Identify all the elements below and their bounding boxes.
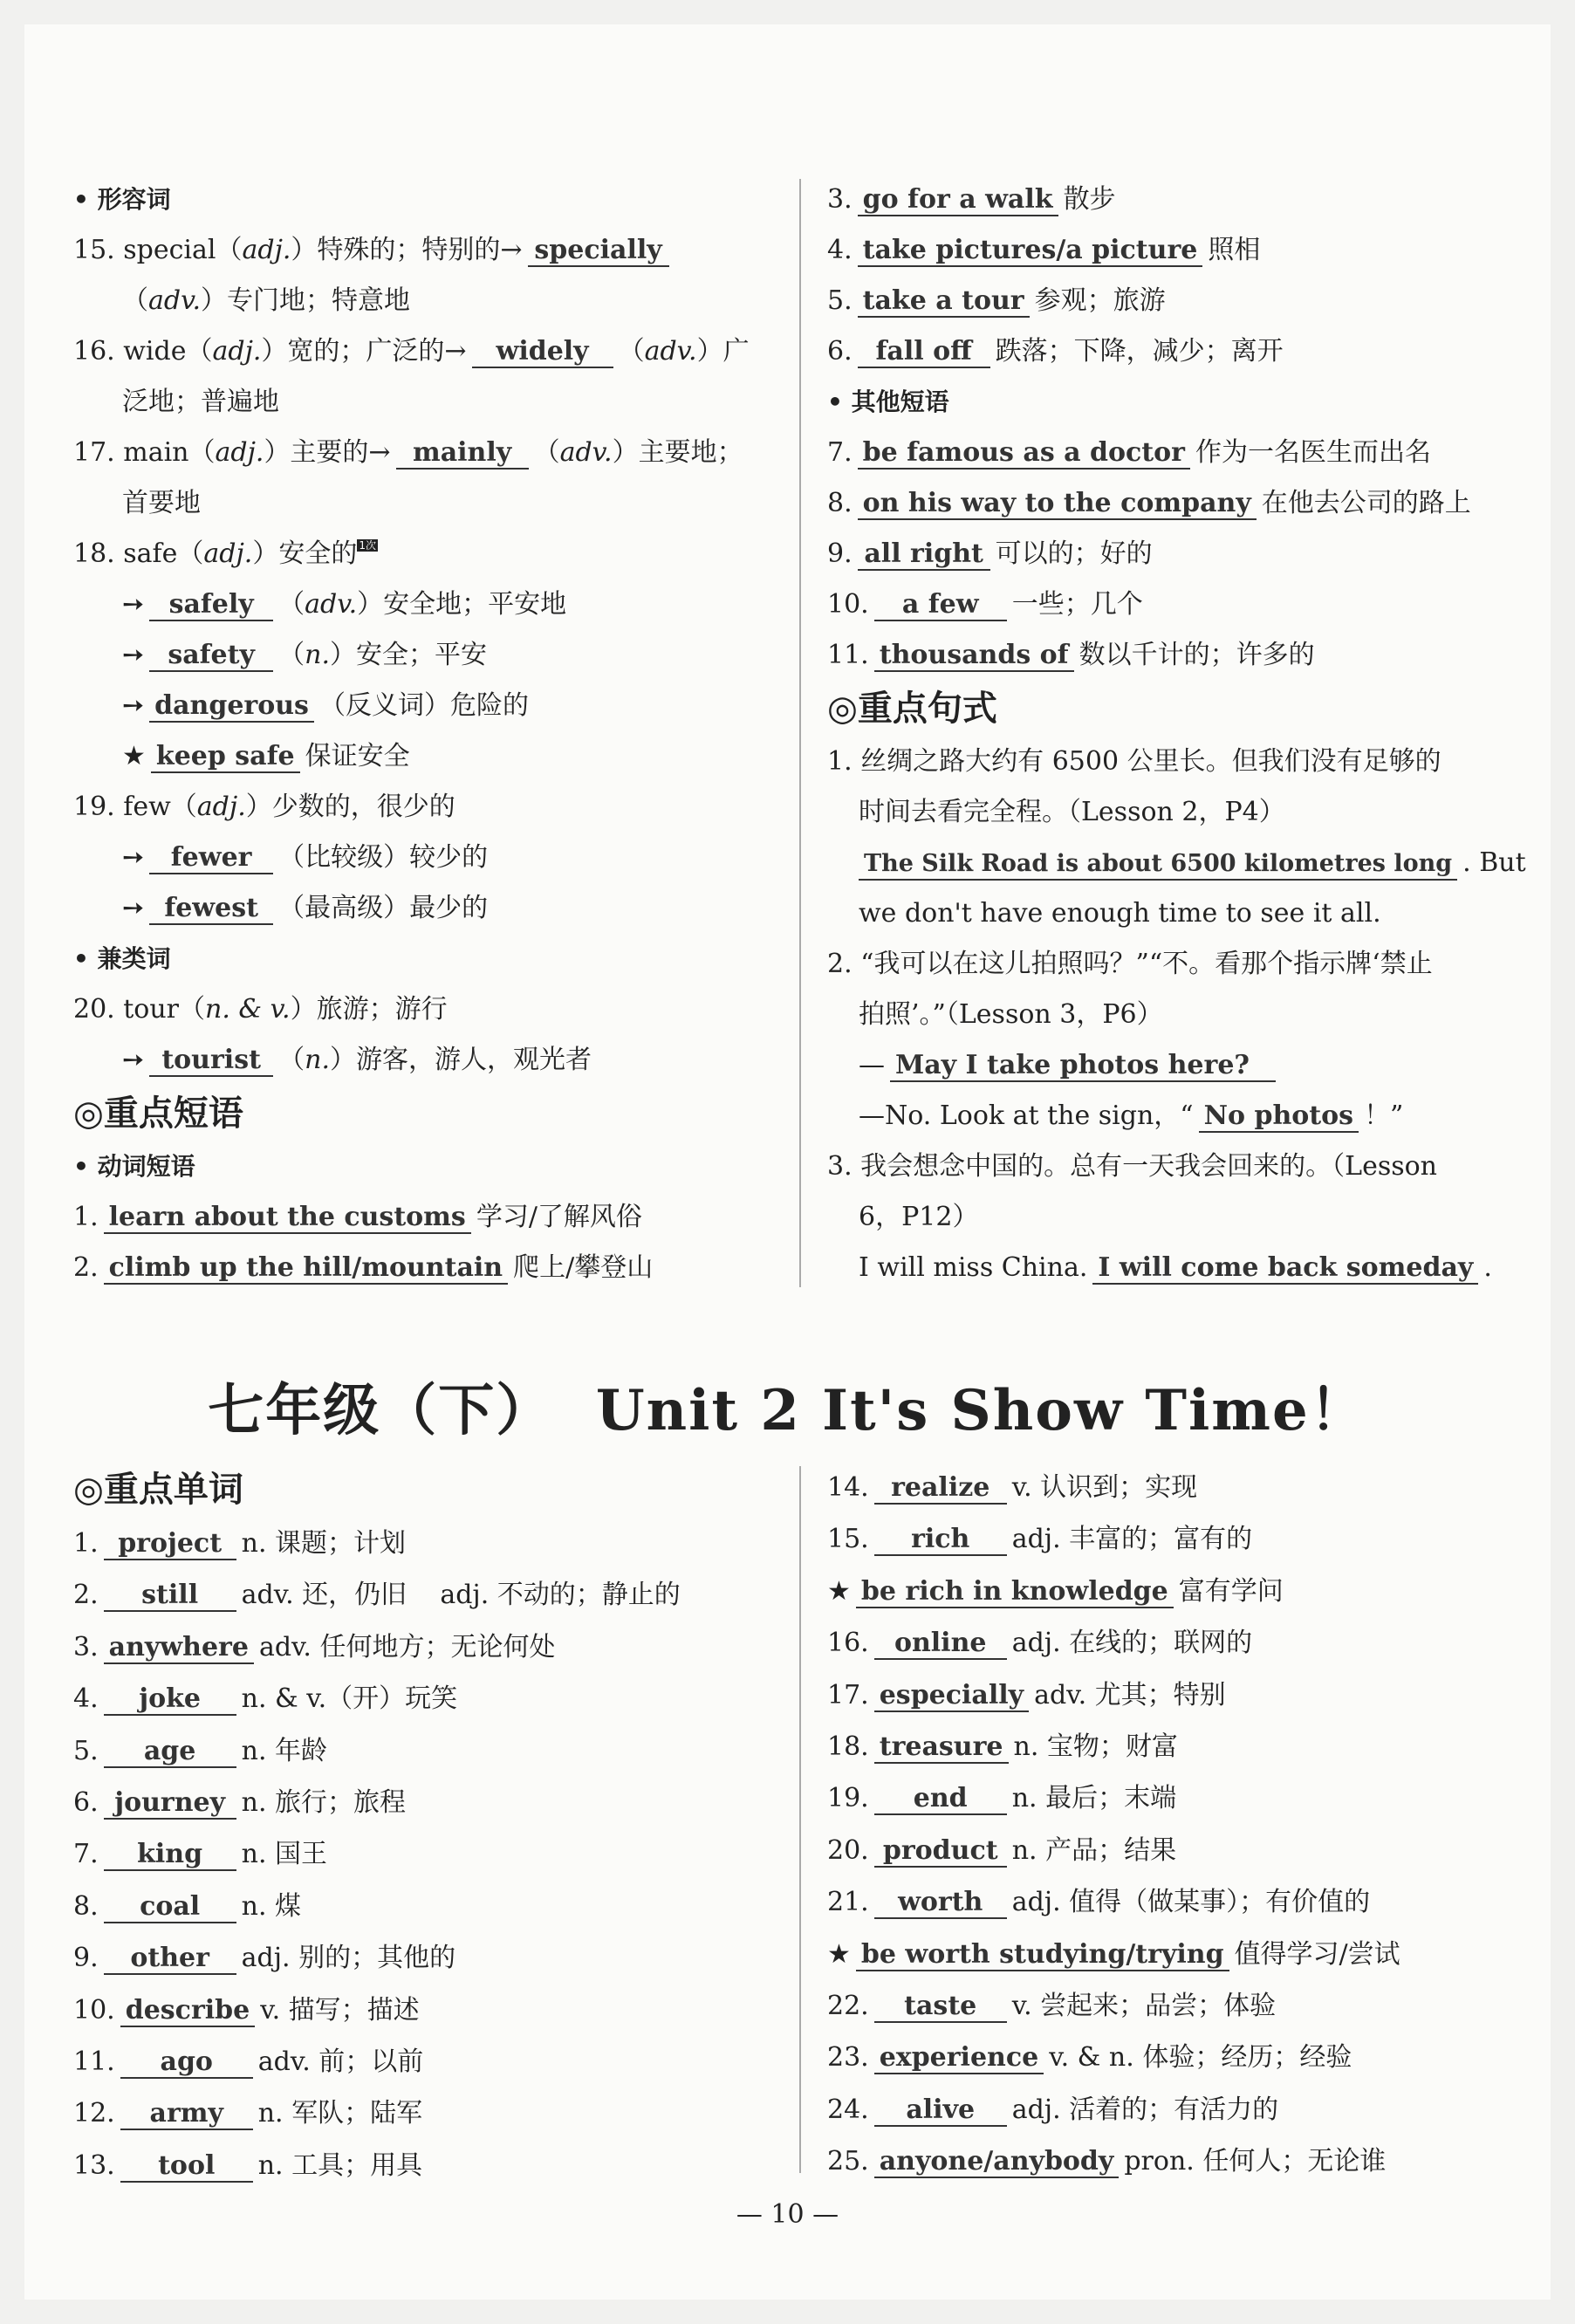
phrase-11: 11. thousands of 数以千计的；许多的 <box>827 640 1315 670</box>
item-18-4: ★ keep safe 保证安全 <box>122 741 410 771</box>
item-15-cont: （adv.）专门地；特意地 <box>122 285 411 316</box>
item-18-1: ➙ safely （adv.）安全地；平安地 <box>122 589 567 620</box>
answer: specially <box>528 236 669 267</box>
answer: The Silk Road is about 6500 kilometres long <box>859 849 1457 881</box>
answer: take pictures/a picture <box>858 236 1203 267</box>
answer: army <box>120 2099 253 2130</box>
definition: v. & n. 体验；经历；经验 <box>1049 2042 1352 2074</box>
answer: fewer <box>149 843 273 874</box>
item-15: 15. special（adj.）特殊的；特别的→ specially <box>73 225 771 276</box>
sentence-1-answer-line: The Silk Road is about 6500 kilometres long . But <box>827 838 1525 888</box>
definition: adj. 丰富的；富有的 <box>1011 1524 1253 1555</box>
answer: online <box>874 1628 1007 1660</box>
answer: still <box>104 1580 236 1612</box>
phrase-3: 3. go for a walk 散步 <box>827 184 1116 215</box>
item-17-cont: 首要地 <box>122 488 201 518</box>
bottom-right-column <box>827 1462 1525 2187</box>
item-number: 14. <box>827 1472 869 1503</box>
definition: adj. 活着的；有活力的 <box>1011 2094 1279 2125</box>
vocab-row <box>827 1876 1525 1928</box>
item-number: 1. <box>73 1528 99 1559</box>
item-number: 20. <box>827 1834 869 1866</box>
vocab-row <box>73 1985 771 2036</box>
vocab-row <box>73 1518 771 1569</box>
definition: adj. 别的；其他的 <box>241 1943 456 1974</box>
sentence-3: 3. 我会想念中国的。总有一天我会回来的。（Lesson <box>827 1151 1438 1182</box>
vocab-row <box>827 2084 1525 2135</box>
item-19-1: ➙ fewer （比较级）较少的 <box>122 842 489 873</box>
definition: n. 产品；结果 <box>1011 1834 1177 1866</box>
vocab-row <box>73 1777 771 1828</box>
phrase-6: 6. fall off 跌落；下降，减少；离开 <box>827 336 1284 367</box>
item-number: 3. <box>73 1631 99 1662</box>
vocab-row <box>827 1462 1525 1513</box>
answer: dangerous <box>149 691 314 723</box>
item-number: 5. <box>73 1735 99 1766</box>
vocab-row <box>827 1617 1525 1669</box>
definition: adv. 尤其；特别 <box>1034 1679 1226 1710</box>
item-number: 21. <box>827 1887 869 1918</box>
sentence-1-end: we don't have enough time to see it all. <box>859 898 1381 929</box>
answer: especially <box>874 1681 1029 1712</box>
answer: coal <box>104 1892 236 1923</box>
answer: mainly <box>396 438 529 470</box>
definition: 值得学习/尝试 <box>1234 1938 1400 1970</box>
definition: n. 国王 <box>241 1839 328 1870</box>
item-number: 15. <box>827 1524 869 1555</box>
phrase-7: 7. be famous as a doctor 作为一名医生而出名 <box>827 437 1431 468</box>
item-number: 16. <box>827 1628 869 1659</box>
definition: n. 课题；计划 <box>241 1528 407 1559</box>
vocab-row <box>827 2032 1525 2083</box>
item-20-1: ➙ tourist （n.）游客，游人，观光者 <box>122 1045 592 1075</box>
vocab-row <box>827 1929 1525 1980</box>
answer: be worth studying/trying <box>856 1940 1229 1971</box>
definition: v. 尝起来；品尝；体验 <box>1011 1990 1277 2021</box>
sentence-1: 1. 丝绸之路大约有 6500 公里长。但我们没有足够的 <box>827 746 1441 777</box>
item-16-cont: 泛地；普遍地 <box>122 387 279 417</box>
answer: No photos <box>1199 1101 1359 1133</box>
section-title: ◎重点句式 <box>827 689 997 729</box>
item-number: 4. <box>73 1683 99 1715</box>
definition: n. 工具；用具 <box>257 2149 423 2181</box>
vocab-row <box>73 1673 771 1724</box>
answer: be famous as a doctor <box>858 438 1190 470</box>
answer: alive <box>874 2095 1007 2127</box>
phrase-4: 4. take pictures/a picture 照相 <box>827 235 1261 265</box>
item-number: 24. <box>827 2094 869 2125</box>
answer: on his way to the company <box>858 489 1257 520</box>
answer: all right <box>858 539 990 571</box>
bottom-left-column <box>73 1462 771 2191</box>
answer: realize <box>874 1473 1007 1505</box>
answer: go for a walk <box>858 185 1058 216</box>
arrow-icon: ➙ <box>122 1045 145 1075</box>
answer: keep safe <box>151 742 300 773</box>
section-subheader: • 形容词 <box>73 185 171 214</box>
item-18: 18. safe（adj.）安全的 1次 <box>73 538 376 569</box>
section-subheader: • 动词短语 <box>73 1152 195 1181</box>
vocab-row <box>827 1772 1525 1824</box>
phrase-9: 9. all right 可以的；好的 <box>827 538 1153 569</box>
item-18-3: ➙ dangerous （反义词）危险的 <box>122 690 529 721</box>
arrow-icon: ➙ <box>122 640 145 670</box>
vocab-row <box>827 1980 1525 2032</box>
phrase-10: 10. a few 一些；几个 <box>827 589 1143 620</box>
answer: a few <box>874 590 1007 621</box>
answer: joke <box>104 1684 236 1716</box>
answer: tourist <box>149 1045 273 1077</box>
item-number: ★ <box>827 1575 851 1607</box>
top-right-column <box>827 175 1525 1293</box>
section-subheader: • 其他短语 <box>827 387 949 416</box>
answer: taste <box>874 1992 1007 2023</box>
vocab-row <box>73 2087 771 2139</box>
definition: 富有学问 <box>1178 1575 1284 1607</box>
definition: v. 认识到；实现 <box>1011 1472 1198 1503</box>
answer: safety <box>149 641 273 672</box>
definition: adj. 在线的；联网的 <box>1011 1628 1253 1659</box>
definition: adv. 前；以前 <box>257 2046 424 2077</box>
definition: n. 旅行；旅程 <box>241 1786 407 1818</box>
answer: experience <box>874 2043 1044 2074</box>
answer: fall off <box>858 337 990 368</box>
answer: ago <box>120 2047 253 2079</box>
item-number: 9. <box>73 1943 99 1974</box>
sentence-1-cont: 时间去看完全程。（Lesson 2，P4） <box>859 797 1285 827</box>
answer: rich <box>874 1525 1007 1556</box>
item-number: 19. <box>827 1783 869 1814</box>
item-20: 20. tour（n. & v.）旅游；游行 <box>73 994 448 1025</box>
answer: I will come back someday <box>1092 1253 1478 1285</box>
vocab-row <box>73 1828 771 1880</box>
phrase-1: 1. learn about the customs 学习/了解风俗 <box>73 1202 642 1232</box>
page-number: — 10 — <box>736 2199 839 2230</box>
item-number: ★ <box>827 1938 851 1970</box>
arrow-icon: ➙ <box>122 690 145 721</box>
answer: safely <box>149 590 273 621</box>
top-left-column <box>73 175 771 1293</box>
answer: learn about the customs <box>104 1203 471 1234</box>
answer: treasure <box>874 1732 1009 1764</box>
item-17: 17. main（adj.）主要的→ mainly （adv.）主要地； <box>73 437 743 468</box>
sentence-2: 2. “我可以在这儿拍照吗？”“不。看那个指示牌‘禁止 <box>827 949 1433 979</box>
answer: project <box>104 1529 236 1560</box>
item-number: 8. <box>73 1890 99 1922</box>
definition: n. 军队；陆军 <box>257 2098 423 2129</box>
vocab-row <box>73 1725 771 1777</box>
vocab-row <box>827 1566 1525 1617</box>
definition: n. 煤 <box>241 1890 302 1922</box>
answer: be rich in knowledge <box>856 1577 1174 1608</box>
sentence-2-cont: 拍照’。”（Lesson 3，P6） <box>859 999 1163 1030</box>
definition: v. 描写；描述 <box>260 1994 420 2026</box>
item-number: 18. <box>827 1731 869 1762</box>
arrow-icon: ➙ <box>122 893 145 923</box>
answer: describe <box>120 1996 256 2027</box>
definition: n. 最后；末端 <box>1011 1783 1177 1814</box>
answer: fewest <box>149 894 273 925</box>
vocab-row <box>73 1569 771 1621</box>
item-16: 16. wide（adj.）宽的；广泛的→ widely （adv.）广 <box>73 336 750 367</box>
definition: pron. 任何人；无论谁 <box>1124 2146 1387 2177</box>
sentence-2-answer-line: — May I take photos here? <box>827 1040 1525 1091</box>
section-title: ◎重点短语 <box>73 1093 243 1134</box>
phrase-5: 5. take a tour 参观；旅游 <box>827 285 1166 316</box>
item-number: 11. <box>73 2046 115 2077</box>
vocab-row <box>827 2135 1525 2187</box>
item-number: 2. <box>73 1580 99 1611</box>
vocab-row <box>827 1669 1525 1721</box>
section-subheader: • 兼类词 <box>73 944 171 973</box>
unit-title <box>0 1366 1575 1446</box>
answer: climb up the hill/mountain <box>104 1253 509 1285</box>
answer: journey <box>104 1788 236 1820</box>
definition: n. 宝物；财富 <box>1013 1731 1178 1762</box>
arrow-icon: ➙ <box>122 842 145 873</box>
unit-name: Unit 2 It's Show Time！ <box>595 1378 1367 1443</box>
answer: May I take photos here? <box>890 1051 1276 1082</box>
answer: anyone/anybody <box>874 2147 1120 2178</box>
definition: n. 年龄 <box>241 1735 328 1766</box>
phrase-8: 8. on his way to the company 在他去公司的路上 <box>827 488 1471 518</box>
answer: widely <box>472 337 613 368</box>
vocab-row <box>73 2036 771 2087</box>
definition: adv. 还，仍旧 adj. 不动的；静止的 <box>241 1580 681 1611</box>
item-number: 22. <box>827 1990 869 2021</box>
item-number: 12. <box>73 2098 115 2129</box>
answer: product <box>874 1836 1007 1868</box>
definition: adj. 值得（做某事）；有价值的 <box>1011 1887 1371 1918</box>
column-divider <box>799 179 801 1287</box>
item-19: 19. few（adj.）少数的，很少的 <box>73 792 455 822</box>
answer: anywhere <box>104 1633 254 1664</box>
vocab-row <box>827 1513 1525 1565</box>
item-number: 17. <box>827 1679 869 1710</box>
answer: worth <box>874 1888 1007 1919</box>
item-number: 23. <box>827 2042 869 2074</box>
item-number: 6. <box>73 1786 99 1818</box>
answer: age <box>104 1737 236 1768</box>
answer: king <box>104 1840 236 1871</box>
sentence-3-cont: 6，P12） <box>859 1202 979 1232</box>
vocab-row <box>73 2140 771 2191</box>
column-divider <box>799 1466 801 2173</box>
sentence-3-answer-line: I will miss China. I will come back someday . <box>859 1252 1492 1283</box>
vocab-row <box>827 1721 1525 1772</box>
item-number: 25. <box>827 2146 869 2177</box>
definition: adv. 任何地方；无论何处 <box>258 1631 556 1662</box>
answer: take a tour <box>858 286 1030 318</box>
item-number: 7. <box>73 1839 99 1870</box>
sentence-2-reply: —No. Look at the sign，“ No photos ！” <box>859 1100 1404 1131</box>
star-icon: ★ <box>122 741 146 771</box>
item-number: 10. <box>73 1994 115 2026</box>
item-19-2: ➙ fewest （最高级）最少的 <box>122 893 489 923</box>
vocab-row <box>73 1621 771 1673</box>
count-badge: 1次 <box>359 539 376 552</box>
grade-label: 七年级（下） <box>208 1379 554 1443</box>
vocab-row <box>73 1881 771 1932</box>
item-18-2: ➙ safety （n.）安全；平安 <box>122 640 487 670</box>
vocab-row <box>827 1825 1525 1876</box>
answer: other <box>104 1944 236 1975</box>
phrase-2: 2. climb up the hill/mountain 爬上/攀登山 <box>73 1252 654 1283</box>
definition: n. & v.（开）玩笑 <box>241 1683 458 1715</box>
arrow-icon: ➙ <box>122 589 145 620</box>
vocab-row <box>73 1932 771 1984</box>
answer: end <box>874 1784 1007 1815</box>
answer: thousands of <box>874 641 1074 672</box>
item-number: 13. <box>73 2149 115 2181</box>
answer: tool <box>120 2151 253 2183</box>
section-title: ◎重点单词 <box>73 1470 243 1510</box>
